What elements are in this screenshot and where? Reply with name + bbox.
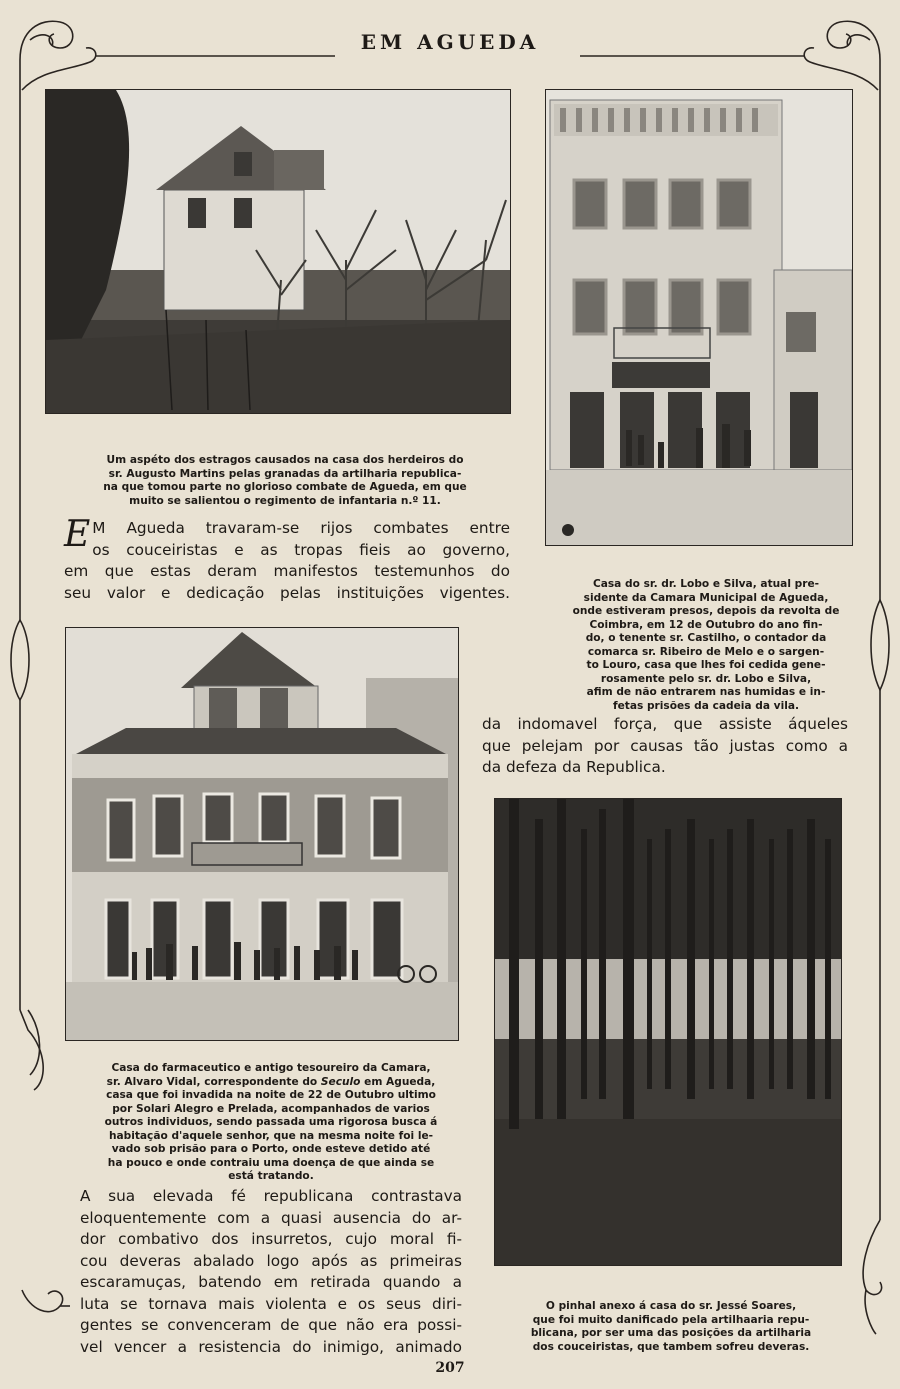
caption-line: to Louro, casa que lhes foi cedida gene- [586, 659, 826, 671]
caption-line: na que tomou parte no glorioso combate de Agueda, em que [103, 481, 467, 493]
caption-line: por Solari Alegro e Prelada, acompanhados de varios [112, 1102, 430, 1115]
caption-line: comarca sr. Ribeiro de Melo e o sargen- [587, 645, 825, 658]
caption-line: sr. Augusto Martins pelas granadas da artilharia republica- [108, 467, 462, 480]
caption-text: em Agueda, [360, 1075, 436, 1088]
caption-line: blicana, por ser uma das posições da artilharia [530, 1327, 812, 1339]
page-number: 207 [435, 1360, 465, 1376]
photo-damaged-house-illustration [46, 90, 510, 413]
caption-lobo-e-silva-house [560, 578, 852, 713]
caption-line: dos couceiristas, que tambem sofreu deveras. [532, 1340, 810, 1353]
paragraph-line: seu valor e dedicação pelas instituições vigentes. [64, 583, 510, 602]
photo-lobo-e-silva-illustration [546, 90, 852, 545]
paragraph-line: M Agueda travaram-se rijos combates entre [92, 519, 510, 537]
paragraph-line: A sua elevada fé republicana contrastava [80, 1187, 462, 1205]
caption-line: ha pouco e onde contraiu uma doença de que ainda se [107, 1156, 435, 1169]
paragraph-line: gentes se convenceram de que não era possi- [80, 1316, 462, 1334]
caption-line: Coimbra, em 12 de Outubro do ano fin- [589, 618, 823, 631]
paragraph-line: luta se tornava mais violenta e os seus diri- [80, 1294, 462, 1313]
photo-pine-forest [494, 798, 842, 1266]
caption-line: Um aspéto dos estragos causados na casa dos herdeiros do [106, 454, 464, 466]
drop-cap: E [64, 514, 91, 555]
caption-line: O pinhal anexo á casa do sr. Jessé Soares, [545, 1300, 797, 1312]
article-paragraph-2 [80, 1186, 462, 1358]
caption-line: que foi muito danificado pela artilhaaria repu- [532, 1313, 810, 1326]
caption-line: fetas prisões da cadeia da vila. [612, 699, 800, 712]
caption-line: onde estiveram presos, depois da revolta de [572, 605, 840, 617]
caption-line: outros individuos, sendo passada uma rigorosa busca á [104, 1116, 438, 1128]
caption-line: muito se salientou o regimento de infantaria n.º 11. [129, 494, 441, 507]
page-title: EM AGUEDA [360, 30, 540, 54]
caption-line: habitação d'aquele senhor, que na mesma noite foi le- [108, 1129, 434, 1142]
caption-line: está tratando. [228, 1170, 314, 1182]
photo-pine-forest-illustration [495, 799, 841, 1265]
paragraph-line: da indomavel força, que assiste áqueles [482, 715, 848, 733]
photo-pharmacist-house [65, 627, 459, 1041]
paragraph-line: vel vencer a resistencia do inimigo, animado [80, 1337, 462, 1356]
caption-line: afim de não entrarem nas humidas e in- [586, 686, 826, 698]
paragraph-line: os couceiristas e as tropas fieis ao governo, [92, 540, 510, 559]
paragraph-line: da defeza da Republica. [482, 758, 666, 776]
article-paragraph-1 [64, 514, 510, 604]
article-paragraph-3 [482, 714, 848, 779]
paragraph-line: que pelejam por causas tão justas como a [482, 736, 848, 755]
caption-line: do, o tenente sr. Castilho, o contador da [585, 632, 827, 644]
photo-damaged-house [45, 89, 511, 414]
paragraph-line: escaramuças, batendo em retirada quando a [80, 1273, 462, 1291]
caption-line: rosamente pelo sr. dr. Lobo e Silva, [600, 672, 812, 685]
paragraph-line: cou deveras abalado logo após as primeiras [80, 1251, 462, 1270]
caption-text: sr. Alvaro Vidal, correspondente do [106, 1075, 321, 1088]
paragraph-line: dor combativo dos insurretos, cujo moral fi- [80, 1230, 462, 1248]
newspaper-title: Seculo [320, 1075, 361, 1088]
paragraph-line: eloquentemente com a quasi ausencia do ar- [80, 1208, 462, 1227]
paragraph-line: em que estas deram manifestos testemunhos do [64, 562, 510, 580]
caption-damaged-house [60, 454, 510, 508]
caption-line: vado sob prisão para o Porto, onde esteve detido até [111, 1143, 431, 1155]
photo-lobo-e-silva-house [545, 89, 853, 546]
caption-line: Casa do sr. dr. Lobo e Silva, atual pre- [592, 578, 820, 590]
photo-pharmacist-house-illustration [66, 628, 458, 1040]
caption-pharmacist-house [68, 1062, 474, 1184]
caption-pine-forest [500, 1300, 842, 1354]
caption-line [68, 1076, 474, 1090]
caption-line: sidente da Camara Municipal de Agueda, [583, 591, 829, 604]
caption-line: casa que foi invadida na noite de 22 de Outubro ultimo [106, 1089, 436, 1101]
caption-line: Casa do farmaceutico e antigo tesoureiro da Camara, [111, 1062, 431, 1074]
